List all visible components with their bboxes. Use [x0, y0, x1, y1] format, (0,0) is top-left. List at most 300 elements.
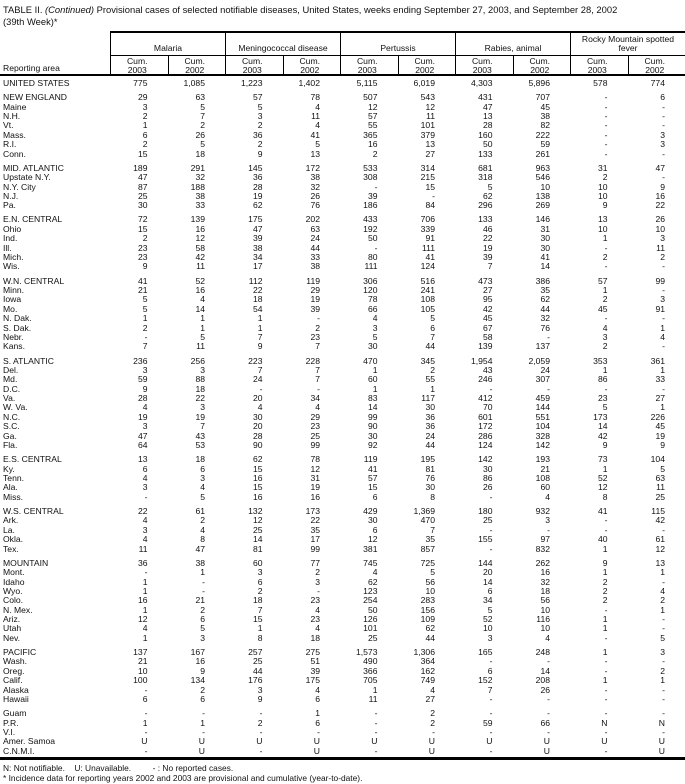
value-cell: 386 [535, 275, 550, 286]
value-cell: - [489, 694, 493, 704]
value-cell: 12 [310, 463, 320, 474]
value-cell: 366 [363, 665, 378, 676]
value-cell: 173 [305, 505, 320, 516]
value-cell: 120 [363, 285, 378, 295]
value-cell: 2 [602, 585, 608, 596]
value-cell: 91 [655, 303, 665, 314]
value-cell: 50 [367, 604, 378, 615]
value-cell: 101 [363, 623, 378, 634]
value-cell: 22 [195, 393, 205, 404]
value-cell: 1 [200, 567, 205, 578]
value-cell: - [662, 383, 665, 394]
value-cell: 470 [420, 515, 435, 526]
value-cell: 2 [602, 252, 608, 263]
row-label: N.C. [3, 411, 21, 422]
value-cell: 4 [142, 515, 148, 526]
table-row [0, 333, 685, 342]
value-cell: 6 [660, 92, 665, 103]
value-cell: - [374, 242, 378, 253]
row-label: E.N. CENTRAL [3, 214, 63, 225]
value-cell: - [489, 656, 493, 667]
value-cell: 27 [482, 285, 493, 295]
column-header-cell [628, 56, 685, 76]
value-cell: 16 [252, 491, 263, 502]
value-cell: 108 [535, 473, 550, 484]
value-cell: 1 [257, 313, 263, 324]
value-cell: 6 [142, 463, 148, 474]
value-cell: 116 [536, 614, 550, 625]
row-label: Alaska [3, 684, 29, 695]
table-row [0, 244, 685, 253]
table-row [0, 215, 685, 224]
row-label: Wis. [3, 261, 20, 272]
value-cell: 23 [310, 331, 320, 342]
value-cell: 1 [602, 675, 608, 686]
row-label: Miss. [3, 491, 24, 502]
value-cell: 9 [257, 148, 263, 159]
value-cell: 3 [545, 515, 550, 526]
value-cell: 1 [602, 647, 608, 658]
value-cell: 86 [482, 473, 493, 484]
value-cell: - [662, 694, 665, 704]
value-cell: 99 [367, 411, 378, 422]
table-bottom-rule [0, 757, 685, 760]
value-cell: 1 [602, 614, 608, 625]
value-cell: 41 [137, 275, 148, 286]
value-cell: 87 [137, 181, 148, 192]
value-cell: 2 [315, 322, 320, 333]
value-cell: 1 [200, 717, 205, 728]
row-label: N.H. [3, 110, 21, 121]
value-cell: 105 [420, 303, 435, 314]
value-cell: 137 [535, 341, 550, 352]
value-cell: 62 [482, 190, 493, 201]
value-cell: 24 [425, 430, 435, 441]
value-cell: 6 [315, 694, 320, 704]
row-label: Hawaii [3, 694, 29, 704]
table-row [0, 277, 685, 286]
value-cell: - [202, 576, 205, 587]
value-cell: 546 [535, 172, 550, 183]
value-cell: U [486, 736, 493, 747]
value-cell: 144 [478, 557, 493, 568]
value-cell: 193 [535, 454, 550, 465]
column-group-label: Rocky Mountain spotted fever [570, 33, 685, 55]
value-cell: - [489, 383, 493, 394]
value-cell: 4 [142, 473, 148, 484]
value-cell: 31 [310, 473, 320, 484]
value-cell: 32 [540, 313, 550, 324]
value-cell: 29 [310, 411, 320, 422]
column-header-cell [340, 56, 398, 76]
value-cell: 60 [252, 557, 263, 568]
value-cell: 30 [425, 402, 435, 413]
value-cell: 3 [142, 482, 148, 493]
value-cell: 19 [482, 242, 493, 253]
value-cell: 22 [252, 285, 263, 295]
year-label: 2002 [415, 65, 435, 76]
value-cell: 173 [593, 411, 608, 422]
table-row [0, 587, 685, 596]
value-cell: 3 [142, 101, 148, 112]
column-header-row [110, 56, 685, 76]
row-label: Vt. [3, 120, 14, 131]
value-cell: 222 [535, 129, 550, 140]
value-cell: 13 [655, 557, 665, 568]
value-cell: 1 [602, 233, 608, 244]
value-cell: - [547, 694, 550, 704]
value-cell: 381 [363, 543, 378, 554]
value-cell: 59 [137, 374, 148, 385]
value-cell: 165 [478, 647, 493, 658]
value-cell: 1 [602, 463, 608, 474]
footnote-incidence: * Incidence data for reporting years 2002 and 2003 are provisional and cumulative (year-to-date). [3, 773, 363, 783]
value-cell: 16 [655, 190, 665, 201]
value-cell: 99 [655, 275, 665, 286]
value-cell: - [489, 524, 493, 535]
value-cell: 192 [363, 223, 378, 234]
row-label: Okla. [3, 534, 24, 545]
value-cell: 62 [540, 294, 550, 305]
value-cell: 3 [315, 576, 320, 587]
row-label: Ohio [3, 223, 22, 234]
value-cell: 8 [200, 534, 205, 545]
table-title-continued: (Continued) [45, 4, 95, 15]
table-row [0, 686, 685, 695]
value-cell: U [658, 745, 665, 756]
value-cell: 832 [535, 543, 550, 554]
value-cell: 31 [597, 162, 608, 173]
value-cell: 19 [310, 294, 320, 305]
row-label: Va. [3, 393, 16, 404]
value-cell: 51 [310, 656, 320, 667]
value-cell: - [547, 331, 550, 342]
column-group-label: Malaria [110, 33, 225, 55]
row-label: Fla. [3, 440, 18, 451]
value-cell: 1 [372, 383, 378, 394]
value-cell: 345 [420, 355, 435, 366]
value-cell: - [374, 717, 378, 728]
value-cell: 4 [257, 402, 263, 413]
value-cell: 11 [196, 341, 205, 352]
value-cell: 25 [482, 515, 493, 526]
value-cell: 6 [487, 665, 493, 676]
table-row [0, 719, 685, 728]
value-cell: 23 [310, 595, 320, 606]
value-cell: - [547, 656, 550, 667]
value-cell: 111 [364, 261, 378, 272]
value-cell: 104 [650, 454, 665, 465]
row-label: Idaho [3, 576, 25, 587]
value-cell: 112 [248, 275, 263, 286]
value-cell: 1,954 [470, 355, 493, 366]
value-cell: 725 [420, 557, 435, 568]
value-cell: - [144, 708, 148, 719]
value-cell: 78 [367, 294, 378, 305]
value-cell: 516 [420, 275, 435, 286]
table-row [0, 93, 685, 102]
value-cell: 5 [142, 294, 148, 305]
value-cell: 117 [421, 393, 435, 404]
value-cell: U [198, 745, 205, 756]
value-cell: 11 [196, 261, 205, 272]
value-cell: - [604, 684, 608, 695]
value-cell: 18 [195, 148, 205, 159]
value-cell: 76 [425, 473, 435, 484]
row-label: Nev. [3, 632, 21, 643]
value-cell: 3 [142, 421, 148, 432]
table-row [0, 385, 685, 394]
value-cell: 63 [655, 473, 665, 484]
value-cell: 21 [540, 463, 550, 474]
value-cell: 137 [133, 647, 148, 658]
value-cell: 23 [137, 252, 148, 263]
value-cell: 42 [597, 430, 608, 441]
column-group-label: Rabies, animal [455, 33, 570, 55]
row-label: Pa. [3, 200, 16, 211]
value-cell: 5 [142, 303, 148, 314]
value-cell: 41 [310, 129, 320, 140]
value-cell: 3 [602, 331, 608, 342]
value-cell: 59 [482, 717, 493, 728]
value-cell: 30 [367, 341, 378, 352]
row-label: NEW ENGLAND [3, 92, 67, 103]
value-cell: 13 [425, 139, 435, 150]
value-cell: 1 [142, 604, 148, 615]
value-cell: 44 [425, 341, 435, 352]
value-cell: 57 [367, 110, 378, 121]
value-cell: 16 [310, 491, 320, 502]
column-header-cell [168, 56, 226, 76]
value-cell: 63 [310, 223, 320, 234]
value-cell: 4 [142, 623, 148, 634]
value-cell: 34 [482, 595, 493, 606]
table-row [0, 140, 685, 149]
value-cell: 429 [363, 505, 378, 516]
value-cell: 4 [660, 331, 665, 342]
value-cell: 10 [540, 604, 550, 615]
value-cell: U [428, 736, 435, 747]
value-cell: - [374, 726, 378, 737]
value-cell: 100 [133, 675, 148, 686]
value-cell: 4 [602, 322, 608, 333]
value-cell: - [662, 726, 665, 737]
value-cell: 45 [540, 101, 550, 112]
value-cell: 3 [257, 567, 263, 578]
value-cell: 62 [367, 576, 378, 587]
value-cell: 5 [602, 402, 608, 413]
value-cell: 1 [660, 675, 665, 686]
row-label: D.C. [3, 383, 21, 394]
value-cell: 2 [257, 717, 263, 728]
value-cell: 4 [430, 684, 435, 695]
value-cell: 705 [363, 675, 378, 686]
value-cell: 433 [363, 214, 378, 225]
table-row [0, 648, 685, 657]
column-header-cell [110, 56, 168, 76]
value-cell: 365 [363, 129, 378, 140]
value-cell: 22 [137, 505, 148, 516]
value-cell: 91 [425, 233, 435, 244]
value-cell: - [547, 726, 550, 737]
value-cell: 10 [540, 623, 550, 634]
value-cell: 104 [535, 421, 550, 432]
value-cell: 5,896 [528, 78, 550, 88]
value-cell: 10 [597, 190, 608, 201]
value-cell: 47 [195, 543, 205, 554]
value-cell: 19 [655, 430, 665, 441]
value-cell: 364 [420, 656, 435, 667]
table-row [0, 624, 685, 633]
value-cell: - [317, 383, 320, 394]
value-cell: 95 [482, 294, 493, 305]
table-row [0, 131, 685, 140]
value-cell: 2 [142, 322, 148, 333]
value-cell: 77 [310, 557, 320, 568]
column-group-label: Pertussis [340, 33, 455, 55]
row-label: Nebr. [3, 331, 24, 342]
value-cell: 16 [367, 139, 378, 150]
value-cell: 1 [660, 322, 665, 333]
table-row [0, 225, 685, 234]
value-cell: 167 [190, 647, 205, 658]
value-cell: 144 [535, 402, 550, 413]
value-cell: 226 [650, 411, 665, 422]
value-cell: 32 [540, 576, 550, 587]
value-cell: 47 [655, 162, 665, 173]
value-cell: 1 [602, 364, 608, 375]
value-cell: 61 [655, 534, 665, 545]
value-cell: 5 [200, 101, 205, 112]
value-cell: 11 [311, 110, 320, 121]
value-cell: 70 [482, 402, 493, 413]
value-cell: 4 [142, 534, 148, 545]
value-cell: 13 [597, 214, 608, 225]
table-row [0, 234, 685, 243]
value-cell: 25 [252, 524, 263, 535]
value-cell: 932 [535, 505, 550, 516]
table-row [0, 606, 685, 615]
value-cell: 2 [660, 595, 665, 606]
value-cell: 10 [597, 223, 608, 234]
value-cell: 5 [372, 331, 378, 342]
row-label: La. [3, 524, 15, 535]
value-cell: 2 [200, 684, 205, 695]
row-label: N. Mex. [3, 604, 33, 615]
value-cell: 21 [137, 656, 148, 667]
value-cell: 123 [363, 585, 378, 596]
value-cell: 10 [655, 223, 665, 234]
cum-label: Cum. [586, 55, 608, 66]
value-cell: 81 [252, 543, 263, 554]
value-cell: 133 [478, 148, 493, 159]
value-cell: 6 [200, 694, 205, 704]
value-cell: 9 [660, 440, 665, 451]
value-cell: 14 [195, 303, 205, 314]
value-cell: - [662, 614, 665, 625]
value-cell: 5 [660, 632, 665, 643]
value-cell: 78 [310, 454, 320, 465]
value-cell: 30 [367, 515, 378, 526]
value-cell: 126 [363, 614, 378, 625]
cum-label: Cum. [184, 55, 206, 66]
value-cell: 2 [315, 567, 320, 578]
value-cell: 52 [482, 614, 493, 625]
value-cell: 12 [137, 614, 148, 625]
value-cell: 5 [200, 331, 205, 342]
value-cell: 12 [195, 233, 205, 244]
value-cell: 4 [200, 482, 205, 493]
value-cell: 64 [137, 440, 148, 451]
value-cell: 42 [655, 515, 665, 526]
value-cell: 16 [195, 223, 205, 234]
value-cell: 256 [190, 355, 205, 366]
value-cell: 26 [655, 214, 665, 225]
value-cell: 228 [305, 355, 320, 366]
value-cell: 19 [195, 411, 205, 422]
value-cell: 5 [200, 491, 205, 502]
value-cell: 10 [137, 665, 148, 676]
value-cell: 15 [252, 482, 263, 493]
value-cell: 13 [482, 110, 493, 121]
row-label: S.C. [3, 421, 20, 432]
reporting-area-label: Reporting area [3, 63, 60, 73]
row-label: C.N.M.I. [3, 745, 35, 756]
table-row [0, 366, 685, 375]
value-cell: - [604, 129, 608, 140]
table-row [0, 164, 685, 173]
row-label: Tenn. [3, 473, 25, 484]
value-cell: 115 [651, 505, 665, 516]
row-label: Tex. [3, 543, 19, 554]
value-cell: 7 [315, 364, 320, 375]
value-cell: 1 [602, 567, 608, 578]
value-cell: 72 [137, 214, 148, 225]
table-row [0, 253, 685, 262]
table-row [0, 535, 685, 544]
value-cell: 25 [655, 491, 665, 502]
value-cell: - [202, 585, 205, 596]
value-cell: 3 [372, 322, 378, 333]
value-cell: 38 [310, 261, 320, 272]
value-cell: 9 [142, 261, 148, 272]
value-cell: 57 [597, 275, 608, 286]
value-cell: 60 [367, 374, 378, 385]
value-cell: 7 [200, 110, 205, 121]
value-cell: 5 [660, 463, 665, 474]
row-label: Guam [3, 708, 27, 719]
value-cell: - [202, 726, 205, 737]
value-cell: 7 [257, 364, 263, 375]
value-cell: - [144, 331, 148, 342]
table-row [0, 634, 685, 643]
row-label: Mo. [3, 303, 18, 314]
value-cell: 1,369 [413, 505, 435, 516]
value-cell: 47 [137, 172, 148, 183]
value-cell: 3 [142, 524, 148, 535]
value-cell: 5,115 [356, 78, 378, 88]
value-cell: 6 [430, 322, 435, 333]
row-label: Maine [3, 101, 27, 112]
row-label: Oreg. [3, 665, 25, 676]
row-label: Ala. [3, 482, 18, 493]
value-cell: - [604, 656, 608, 667]
cum-label: Cum. [529, 55, 551, 66]
column-group-row [110, 31, 685, 56]
row-label: Iowa [3, 294, 22, 305]
value-cell: 35 [425, 534, 435, 545]
row-label: E.S. CENTRAL [3, 454, 62, 465]
